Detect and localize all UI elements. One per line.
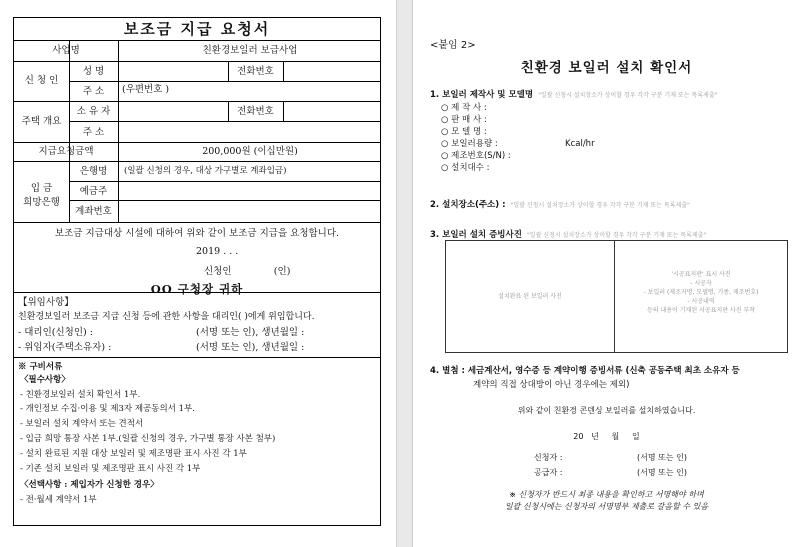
label-holder: 예금주 (79, 186, 108, 197)
agent-sign: (서명 또는 인), 생년월일 : (196, 327, 305, 338)
required-item: - 기존 설치 보일러 및 제조명판 표시 사진 각 1부 (20, 464, 201, 474)
label-phone-2: 전화번호 (237, 106, 274, 117)
section-3-note: "일괄 신청시 설치장소가 상이할 경우 각각 구분 기재 또는 목록제출" (527, 232, 707, 239)
supplier-label: 공급자 : (534, 468, 563, 477)
section-1-heading: 1. 보일러 제작사 및 모델명 (430, 90, 534, 100)
subsidy-request-page (0, 0, 397, 547)
installation-statement: 위와 같이 친환경 콘덴싱 보일러를 설치하였습니다. (517, 406, 696, 415)
required-item: - 친환경보일러 설치 확인서 1부. (20, 390, 141, 400)
required-item: - 보일러 설치 계약서 또는 견적서 (20, 419, 144, 429)
item-model: ○ 모 델 명 : (441, 127, 487, 137)
section-1-note: "일괄 신청시 설치장소가 상이할 경우 각각 구분 기재 또는 목록제출" (538, 92, 718, 99)
label-address: 주 소 (82, 86, 105, 97)
required-item: - 설치 완료된 지원 대상 보일러 및 제조명판 표시 사진 각 1부 (20, 449, 247, 459)
section-2-heading: 2. 설치장소(주소) : (430, 200, 506, 210)
request-form (13, 17, 381, 526)
section-4-line-2: 계약의 직접 상대방이 아닌 경우에는 제외) (473, 380, 630, 390)
delegator-sign: (서명 또는 인), 생년월일 : (196, 342, 305, 353)
footnote-line-2: 일괄 신청시에는 신청자의 서명명부 제출로 갈음할 수 있음 (504, 502, 709, 511)
label-bank-name: 은행명 (79, 166, 108, 177)
postal-code: (우편번호 ) (122, 84, 170, 95)
label-name: 성 명 (82, 66, 105, 77)
supplier-sign: (서명 또는 인) (637, 468, 687, 477)
optional-item: - 전·월세 계약서 1부 (20, 495, 97, 505)
label-applicant: 신 청 인 (24, 75, 59, 86)
label-phone: 전화번호 (237, 66, 274, 77)
delegator-line: - 위임자(주택소유자) : (18, 342, 112, 353)
label-owner: 소 유 자 (76, 106, 111, 117)
item-seller: ○ 판 매 사 : (441, 115, 487, 125)
section-4-line-1: 4. 별첨 : 세금계산서, 영수증 등 계약이행 증빙서류 (신축 공동주택 최초 소유자 등 (430, 366, 740, 376)
addressee: OO 구청장 귀하 (150, 282, 244, 296)
agent-line: - 대리인(신청인) : (18, 327, 93, 338)
label-house: 주택 개요 (21, 116, 62, 127)
item-manufacturer: ○ 제 작 사 : (441, 103, 487, 113)
delegation-text: 친환경보일러 보조금 지급 신청 등에 관한 사항을 대리인( )에게 위임합니다. (18, 312, 315, 322)
photo-left-caption: 설치완료 된 보일러 사진 (498, 293, 562, 300)
applicant-signature: 신청인 (인) (204, 266, 291, 277)
photo-right-caption: '시공표지판' 표시 사진 - 시공자 - 보일러 (제조자명, 모델명, 기종, 제조번호) - 시공내역 등의 내용이 기재된 시공표지판 사진 부착 (643, 271, 759, 314)
delegation-heading: 【위임사항】 (18, 297, 74, 308)
attachment-label: <붙임 2> (430, 40, 476, 51)
applicant-sign: (서명 또는 인) (637, 453, 687, 462)
amount-value: 200,000원 (이십만원) (202, 146, 298, 157)
section-2-note: "일괄 신청시 설치장소가 상이할 경우 각각 구분 기재 또는 목록제출" (510, 202, 690, 209)
confirmation-date: 20 년 월 일 (573, 432, 640, 441)
item-capacity: ○ 보일러용량 : (441, 139, 498, 149)
bank-note: (일괄 신청의 경우, 대상 가구별로 계좌입금) (124, 166, 287, 176)
documents-heading: ※ 구비서류 (18, 362, 63, 372)
label-project: 사업명 (52, 45, 80, 56)
confirmation-title: 친환경 보일러 설치 확인서 (520, 60, 693, 76)
label-bank-group: 입 금 희망은행 (23, 183, 60, 208)
label-amount: 지급요청금액 (38, 146, 94, 157)
applicant-label: 신청자 : (534, 453, 563, 462)
label-account: 계좌번호 (75, 206, 112, 217)
item-count: ○ 설치대수 : (441, 163, 490, 173)
capacity-unit: Kcal/hr (565, 139, 595, 149)
request-text: 보조금 지급대상 시설에 대하여 위와 같이 보조금 지급을 요청합니다. (54, 228, 340, 239)
label-address-2: 주 소 (82, 127, 105, 138)
form-title: 보조금 지급 요청서 (14, 18, 380, 41)
item-serial: ○ 제조번호(S/N) : (441, 151, 511, 161)
footnote-line-1: ※ 신청자가 반드시 최종 내용을 확인하고 서명해야 하며 (509, 490, 704, 499)
required-heading: 〈필수사항〉 (20, 375, 70, 385)
section-3-heading: 3. 보일러 설치 증빙사진 (430, 230, 522, 240)
required-item: - 개인정보 수집·이용 및 제3자 제공동의서 1부. (20, 404, 195, 414)
project-value: 친환경보일러 보급사업 (202, 45, 298, 56)
required-item: - 입금 희망 통장 사본 1부.(일괄 신청의 경우, 가구별 통장 사본 첨부) (20, 434, 276, 444)
optional-heading: 〈선택사항 : 제입자가 신청한 경우〉 (20, 480, 159, 490)
request-date: 2019 . . . (196, 246, 239, 257)
installation-confirmation-page (412, 0, 799, 547)
